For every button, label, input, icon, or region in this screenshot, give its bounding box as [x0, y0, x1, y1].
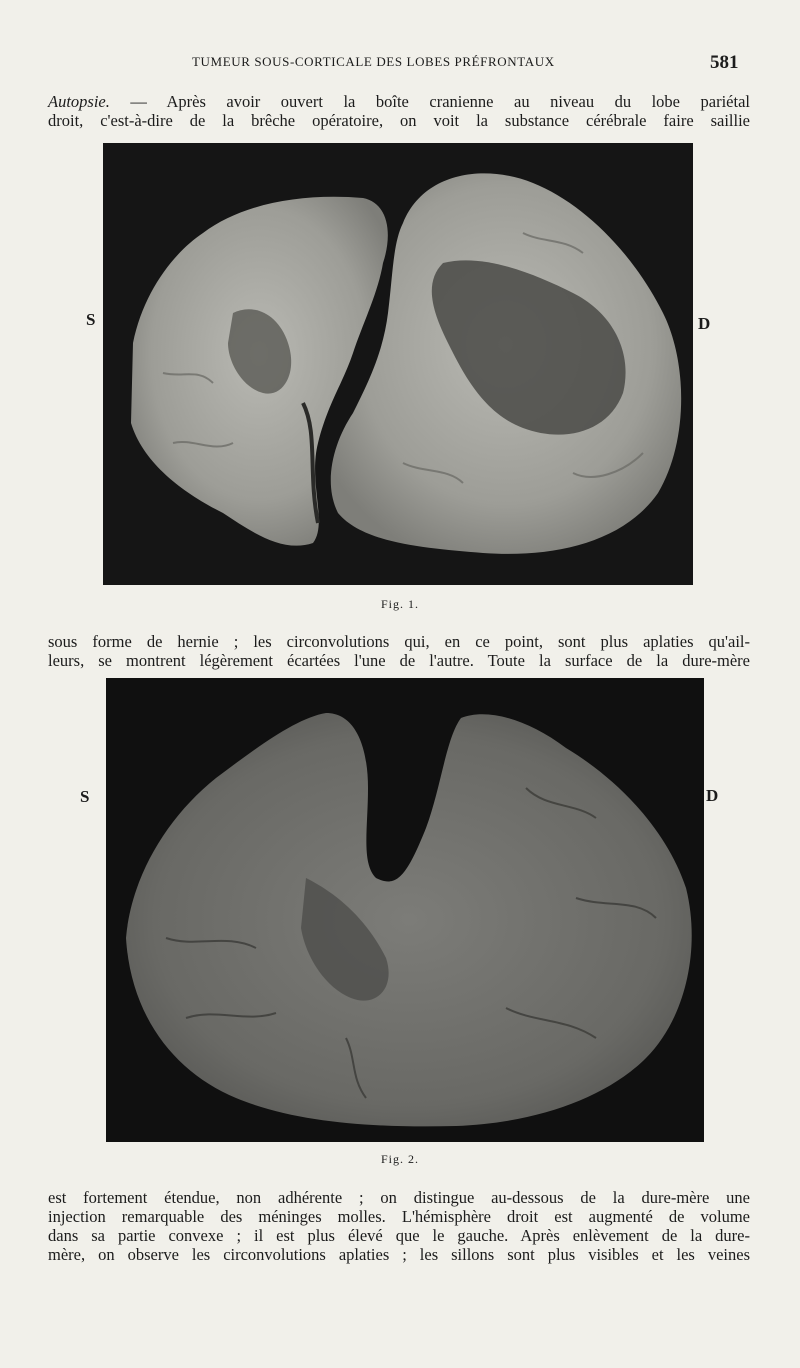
- paragraph-line: dans sa partie convexe ; il est plus élevé que le gauche. Après enlèvement de la dure-: [48, 1226, 750, 1245]
- figure-2-image: [106, 678, 704, 1142]
- paragraph-autopsie: [48, 92, 750, 130]
- paragraph-line: [48, 92, 750, 111]
- paragraph-line: mère, on observe les circonvolutions aplaties ; les sillons sont plus visibles et les veines: [48, 1245, 750, 1264]
- running-head: [0, 52, 800, 74]
- figure-1-left-label: S: [86, 310, 96, 329]
- paragraph-hernie: [48, 632, 750, 670]
- figure-1-right-label: D: [698, 314, 711, 333]
- page-number: 581: [710, 52, 739, 73]
- figure-2-left-label: S: [80, 787, 90, 806]
- figure-1-image: [103, 143, 693, 585]
- paragraph-line: est fortement étendue, non adhérente ; on distingue au-dessous de la dure-mère une: [48, 1188, 750, 1207]
- paragraph-line: droit, c'est-à-dire de la brêche opératoire, on voit la substance cérébrale faire saillie: [48, 111, 750, 130]
- running-title: TUMEUR SOUS-CORTICALE DES LOBES PRÉFRONTAUX: [192, 54, 555, 69]
- autopsie-lead: Autopsie.: [48, 92, 110, 111]
- paragraph-line: injection remarquable des méninges molles. L'hémisphère droit est augmenté de volume: [48, 1207, 750, 1226]
- figure-1-brain-section-photo: [103, 143, 693, 585]
- figure-1-caption: Fig. 1.: [380, 597, 419, 611]
- paragraph-line: sous forme de hernie ; les circonvolutions qui, en ce point, sont plus aplaties qu'ail-: [48, 632, 750, 651]
- paragraph-dure-mere: [48, 1188, 750, 1264]
- figure-2-caption: Fig. 2.: [380, 1152, 419, 1166]
- paragraph-line: leurs, se montrent légèrement écartées l'une de l'autre. Toute la surface de la dure-mère: [48, 651, 750, 670]
- paragraph-text: — Après avoir ouvert la boîte cranienne au niveau du lobe pariétal: [109, 92, 750, 111]
- figure-2-right-label: D: [706, 786, 719, 805]
- figure-2-brain-section-photo: [106, 678, 704, 1142]
